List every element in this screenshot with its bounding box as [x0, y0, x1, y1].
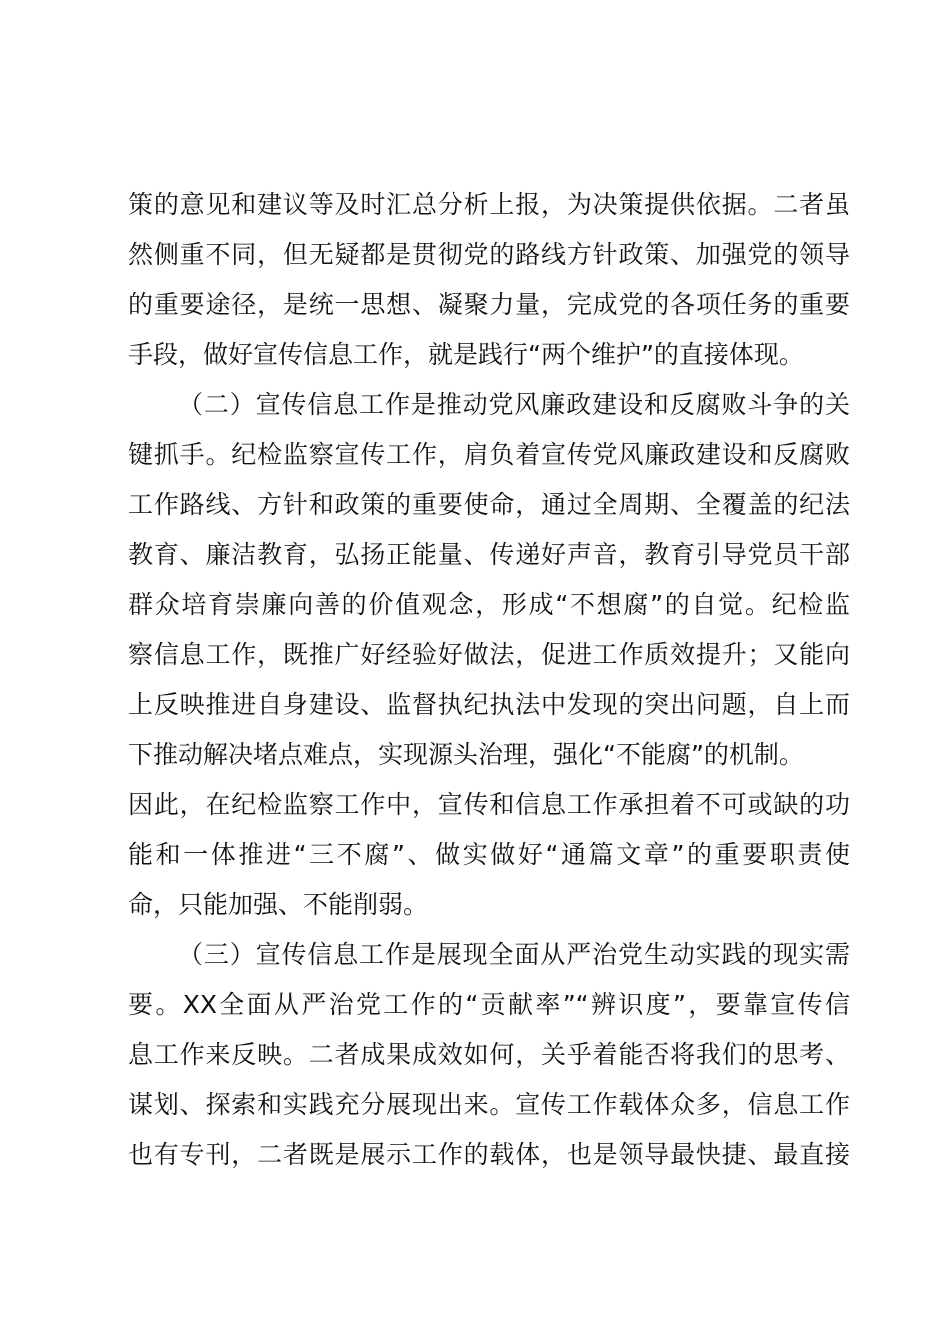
text-line-18: 息工作来反映。二者成果成效如何，关乎着能否将我们的思考、 [128, 1040, 850, 1069]
text-line-2: 然侧重不同，但无疑都是贯彻党的路线方针政策、加强党的领导 [128, 240, 850, 269]
text-line-10: 察信息工作，既推广好经验好做法，促进工作质效提升；又能向 [128, 640, 850, 669]
text-line-19: 谋划、探索和实践充分展现出来。宣传工作载体众多，信息工作 [128, 1090, 850, 1119]
text-line-15: 命，只能加强、不能削弱。 [128, 890, 429, 919]
text-line-12: 下推动解决堵点难点，实现源头治理，强化“不能腐”的机制。 [128, 740, 804, 769]
text-line-17: 要。XX全面从严治党工作的“贡献率”“辨识度”，要靠宣传信 [128, 990, 850, 1019]
text-line-11: 上反映推进自身建设、监督执纪执法中发现的突出问题，自上而 [128, 690, 850, 719]
text-line-1: 策的意见和建议等及时汇总分析上报，为决策提供依据。二者虽 [128, 190, 850, 219]
text-line-4: 手段，做好宣传信息工作，就是践行“两个维护”的直接体现。 [128, 340, 804, 369]
text-line-14: 能和一体推进“三不腐”、做实做好“通篇文章”的重要职责使 [128, 840, 850, 869]
section-heading-2: （二）宣传信息工作是推动党风廉政建设和反腐败斗争的关 [178, 390, 850, 419]
text-line-20: 也有专刊，二者既是展示工作的载体，也是领导最快捷、最直接 [128, 1140, 850, 1169]
text-line-3: 的重要途径，是统一思想、凝聚力量，完成党的各项任务的重要 [128, 290, 850, 319]
text-line-8: 教育、廉洁教育，弘扬正能量、传递好声音，教育引导党员干部 [128, 540, 850, 569]
text-line-13: 因此，在纪检监察工作中，宣传和信息工作承担着不可或缺的功 [128, 790, 850, 819]
text-line-6: 键抓手。纪检监察宣传工作，肩负着宣传党风廉政建设和反腐败 [128, 440, 850, 469]
text-line-7: 工作路线、方针和政策的重要使命，通过全周期、全覆盖的纪法 [128, 490, 850, 519]
section-heading-3: （三）宣传信息工作是展现全面从严治党生动实践的现实需 [178, 940, 850, 969]
text-line-9: 群众培育崇廉向善的价值观念，形成“不想腐”的自觉。纪检监 [128, 590, 850, 619]
